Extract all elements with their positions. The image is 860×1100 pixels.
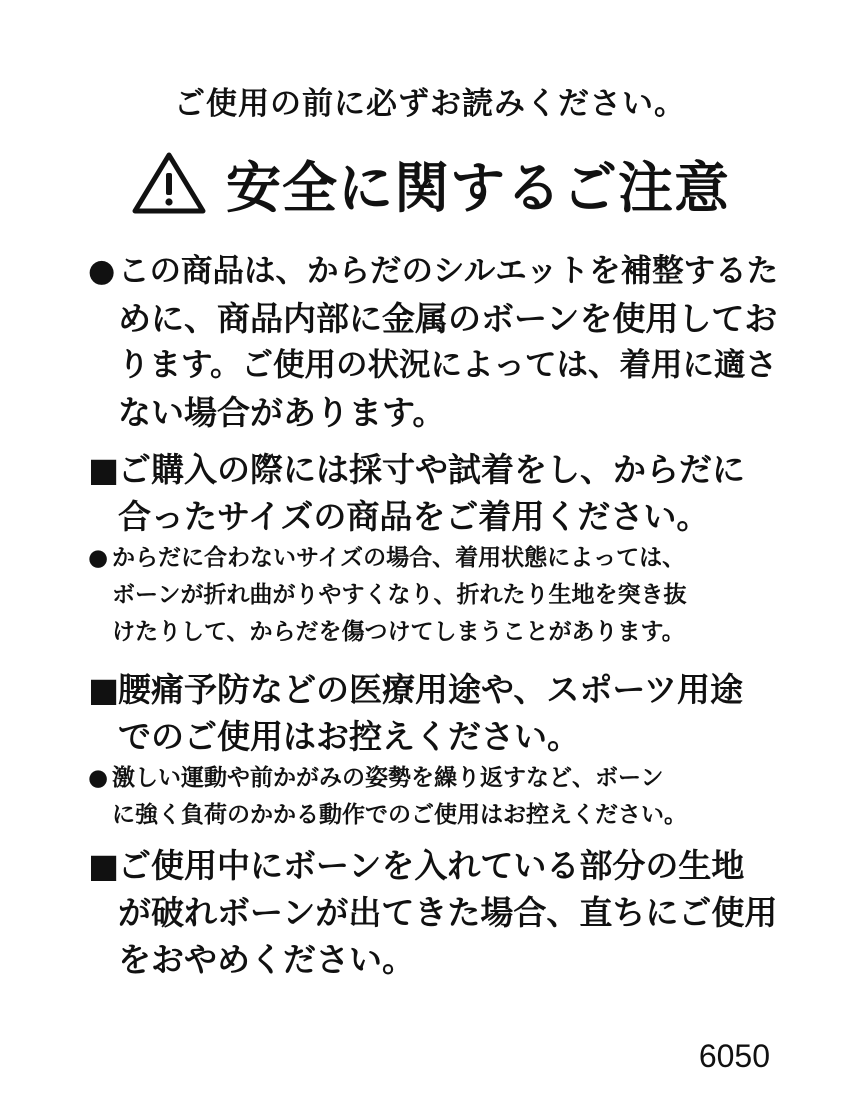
section-line: をおやめください。 bbox=[118, 940, 415, 979]
square-marker: ■ bbox=[88, 670, 120, 709]
warning-triangle-icon bbox=[130, 150, 208, 216]
bullet-marker: ● bbox=[88, 545, 109, 571]
section-line: 合ったサイズの商品をご着用ください。 bbox=[118, 497, 710, 536]
section-medical-sports bbox=[88, 666, 778, 760]
section-bone-usage bbox=[88, 248, 778, 436]
section-line: ります。ご使用の状況によっては、着用に適さ bbox=[118, 347, 777, 383]
note-line: ボーンが折れ曲がりやすくなり、折れたり生地を突き抜 bbox=[112, 582, 687, 608]
section-line bbox=[88, 842, 778, 889]
bullet-marker: ● bbox=[88, 253, 116, 289]
section-line: めに、商品内部に金属のボーンを使用してお bbox=[118, 299, 778, 338]
section-line: ない場合があります。 bbox=[118, 393, 446, 432]
page-title: 安全に関するご注意 bbox=[225, 155, 730, 220]
note-line: に強く負荷のかかる動作でのご使用はお控えください。 bbox=[112, 802, 687, 828]
section-line: でのご使用はお控えください。 bbox=[118, 717, 580, 756]
title-row bbox=[0, 143, 860, 223]
pre-title: ご使用の前に必ずお読みください。 bbox=[174, 86, 686, 122]
section-text: ご購入の際には採寸や試着をし、からだに bbox=[118, 450, 745, 489]
section-line bbox=[88, 666, 778, 713]
note-line bbox=[88, 540, 778, 577]
section-text: 腰痛予防などの医療用途や、スポーツ用途 bbox=[118, 670, 744, 709]
square-marker: ■ bbox=[88, 450, 120, 489]
section-line: が破れボーンが出てきた場合、直ちにご使用 bbox=[118, 893, 778, 932]
section-line bbox=[88, 446, 778, 493]
note-sizing bbox=[88, 540, 778, 651]
note-line bbox=[88, 760, 778, 797]
note-medical-sports bbox=[88, 760, 778, 834]
product-code: 6050 bbox=[698, 1038, 770, 1074]
section-text: この商品は、からだのシルエットを補整するた bbox=[118, 253, 779, 289]
note-text: 激しい運動や前かがみの姿勢を繰り返すなど、ボーン bbox=[112, 765, 664, 791]
section-text: ご使用中にボーンを入れている部分の生地 bbox=[118, 846, 745, 885]
section-damaged-fabric bbox=[88, 842, 778, 983]
bullet-marker: ● bbox=[88, 765, 109, 791]
section-line bbox=[88, 248, 778, 295]
note-text: からだに合わないサイズの場合、着用状態によっては、 bbox=[112, 545, 686, 571]
section-sizing bbox=[88, 446, 778, 540]
note-line: けたりして、からだを傷つけてしまうことがあります。 bbox=[112, 619, 685, 645]
square-marker: ■ bbox=[88, 846, 120, 885]
